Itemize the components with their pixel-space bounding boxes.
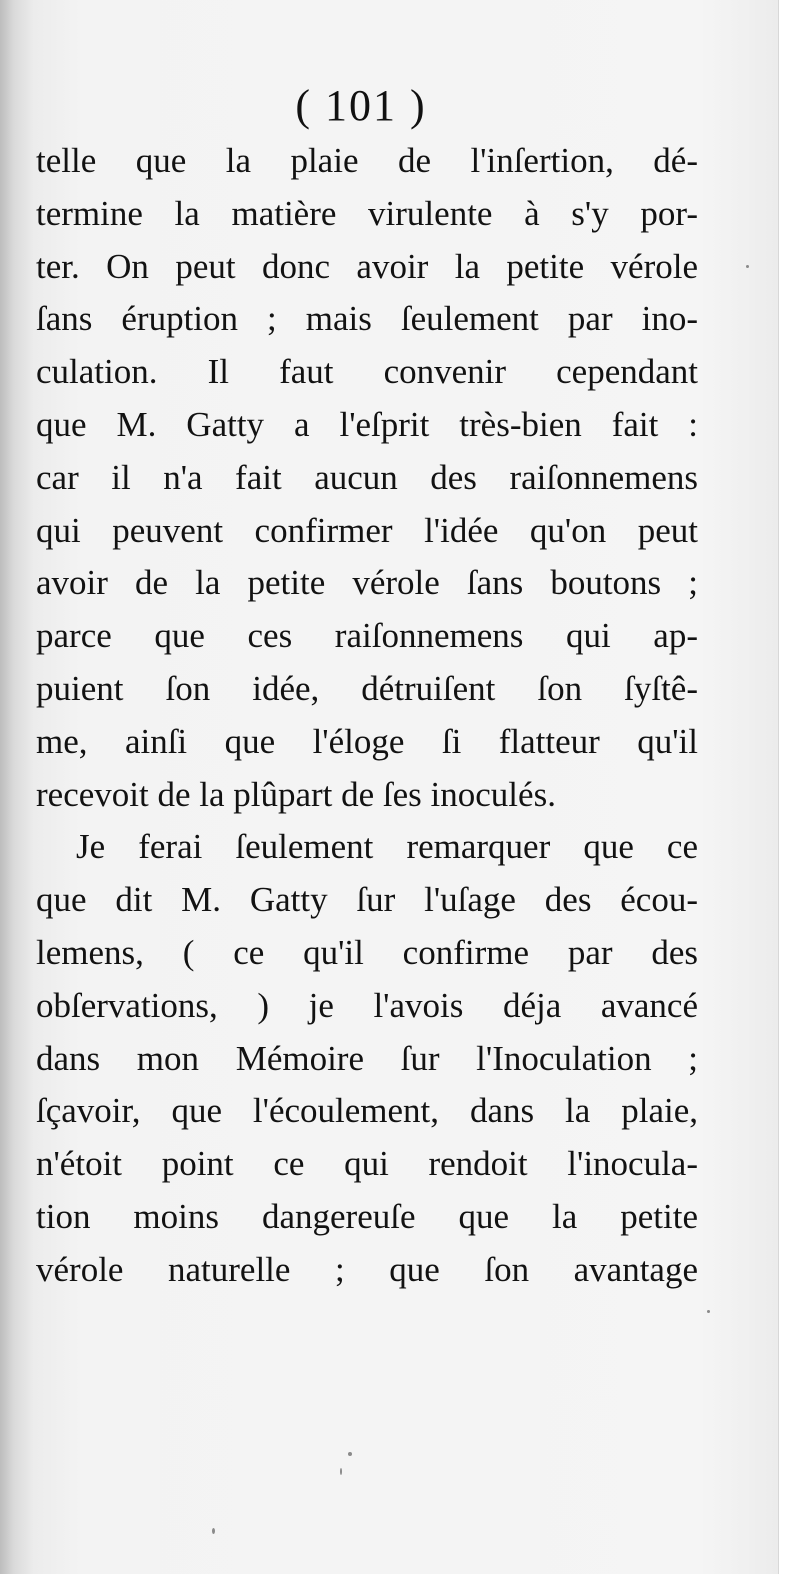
text-line: ſans éruption ; mais ſeulement par ino- [36, 299, 698, 339]
paper-speck [746, 265, 749, 268]
text-line: que M. Gatty a l'eſprit très-bien fait : [36, 404, 698, 444]
text-line: Je ferai ſeulement remarquer que ce [76, 827, 698, 867]
text-line: lemens, ( ce qu'il confirme par des [36, 932, 698, 972]
paper-speck [707, 1310, 710, 1313]
text-line: obſervations, ) je l'avois déja avancé [36, 985, 698, 1025]
paper-speck [212, 1528, 215, 1534]
text-line: parce que ces raiſonnemens qui ap- [36, 616, 698, 656]
paper-speck [348, 1452, 352, 1456]
paragraph-2 [36, 821, 698, 1296]
text-line: puient ſon idée, détruiſent ſon ſyſtê- [36, 668, 698, 708]
text-line: culation. Il faut convenir cependant [36, 352, 698, 392]
text-line: ſçavoir, que l'écoulement, dans la plaie, [36, 1091, 698, 1131]
text-line: recevoit de la plûpart de ſes inoculés. [36, 774, 556, 814]
page-number: ( 101 ) [295, 81, 427, 130]
text-line: ter. On peut donc avoir la petite vérole [36, 246, 698, 286]
paragraph-1 [36, 135, 698, 821]
text-line: me, ainſi que l'éloge ſi flatteur qu'il [36, 721, 698, 761]
text-line: car il n'a fait aucun des raiſonnemens [36, 457, 698, 497]
text-line: termine la matière virulente à s'y por- [36, 193, 698, 233]
text-line: avoir de la petite vérole ſans boutons ; [36, 563, 698, 603]
body-text [36, 135, 698, 1297]
paper-speck [340, 1468, 342, 1475]
text-line: dans mon Mémoire ſur l'Inoculation ; [36, 1038, 698, 1078]
text-line: tion moins dangereuſe que la petite [36, 1196, 698, 1236]
text-line: que dit M. Gatty ſur l'uſage des écou- [36, 880, 698, 920]
text-line: qui peuvent confirmer l'idée qu'on peut [36, 510, 698, 550]
text-line: n'étoit point ce qui rendoit l'inocula- [36, 1144, 698, 1184]
text-line: telle que la plaie de l'inſertion, dé- [36, 141, 698, 180]
text-line: vérole naturelle ; que ſon avantage [36, 1249, 698, 1289]
scan-margin [778, 0, 800, 1574]
